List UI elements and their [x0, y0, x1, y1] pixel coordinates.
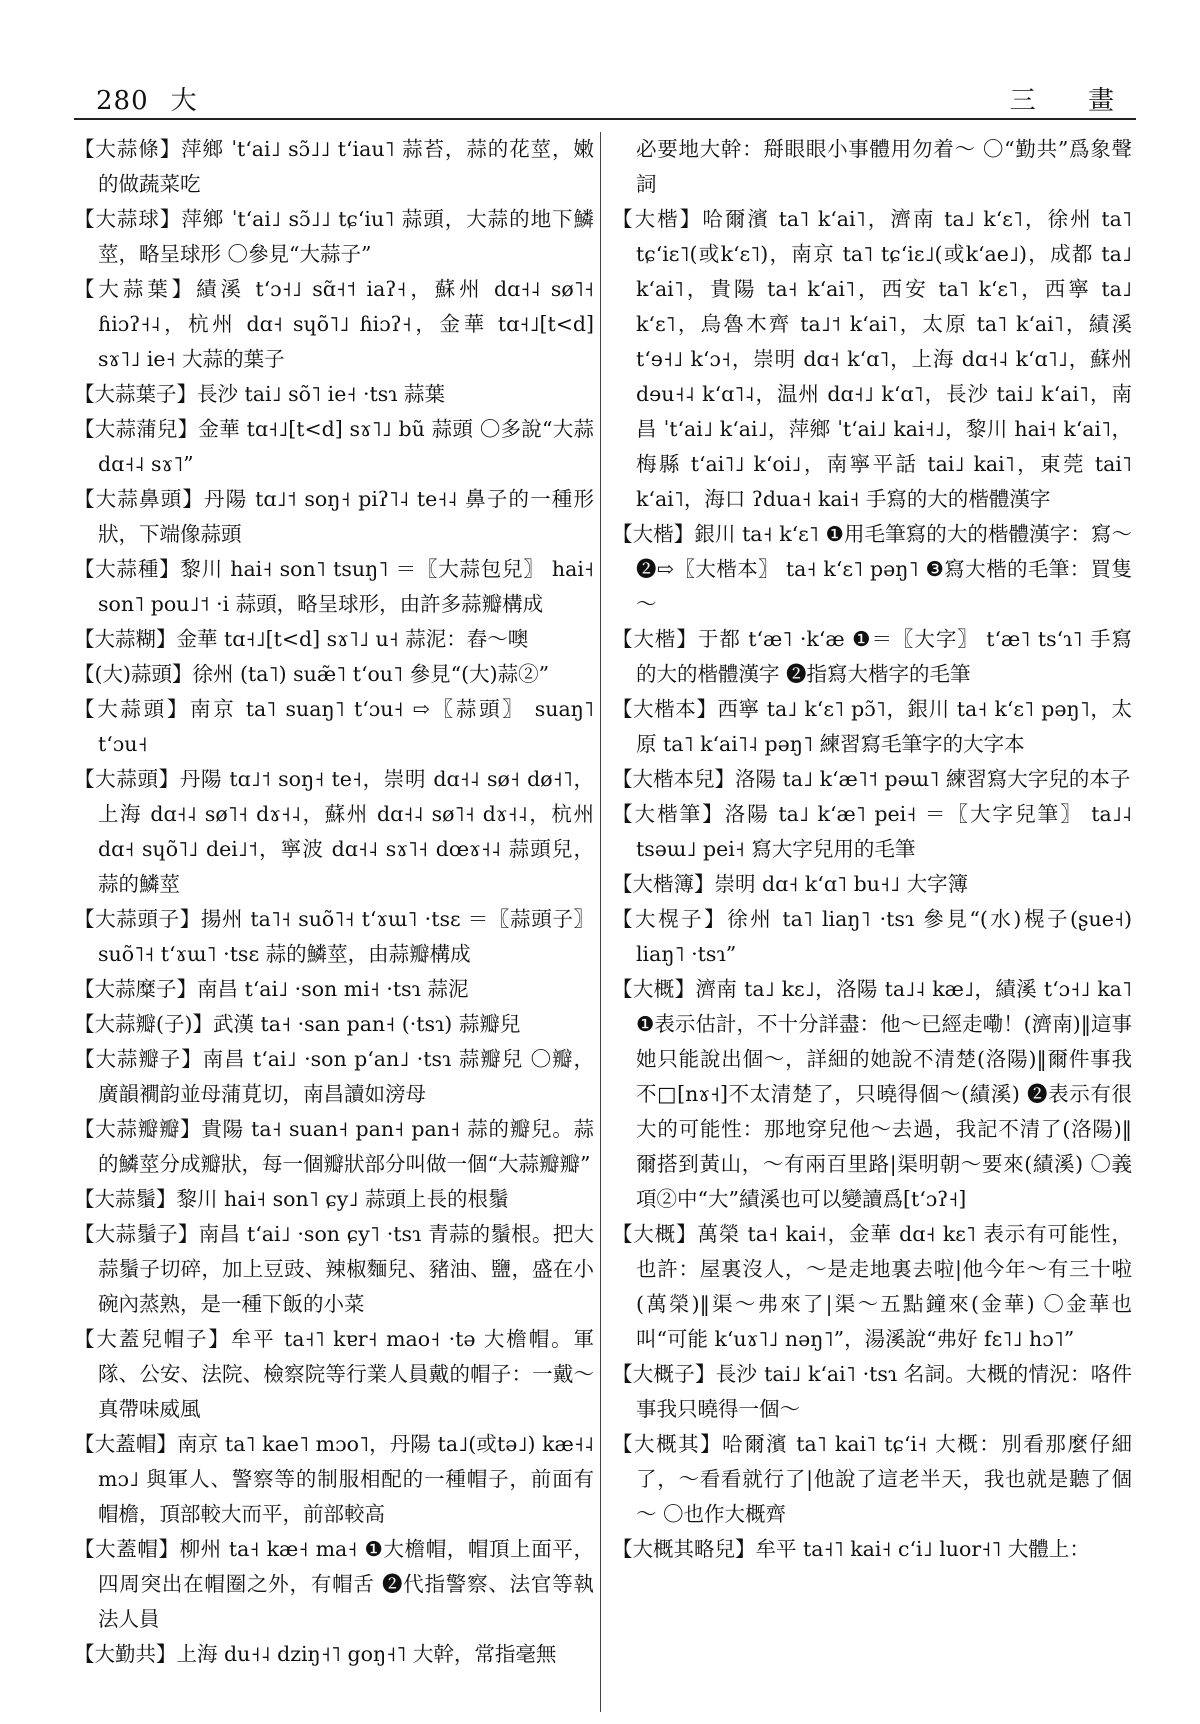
- dictionary-entry: 【大楷簿】崇明 dɑ˧ kʻɑ˥ bu˧˩ 大字簿: [612, 872, 969, 896]
- dictionary-entry: 【大蒜鼻頭】丹陽 tɑ˩˦ soŋ˧ piʔ˥˨ te˧˨ 鼻子的一種形狀，下端像蒜頭: [74, 487, 594, 546]
- dictionary-entry: 【大蒜頭】南京 ta˥ suaŋ˥ tʻɔu˧ ⇨〖蒜頭〗 suaŋ˥ tʻɔu˧: [74, 697, 594, 756]
- page-number: 280: [96, 86, 149, 116]
- dictionary-entry: 【大勤共】上海 du˧˨ dziŋ˧˥ goŋ˧˥ 大幹，常指毫無: [74, 1642, 557, 1666]
- dictionary-entry: 【大蒜球】萍鄉 ˈtʻai˩ sɔ̃˩˩ tɕʻiu˥ 蒜頭，大蒜的地下鱗莖，略呈球形 〇參見“大蒜子”: [74, 207, 594, 266]
- dictionary-entry: 【大蒜糜子】南昌 tʻai˩ ·son mi˧ ·tsɿ 蒜泥: [74, 977, 469, 1001]
- left-column: [74, 132, 594, 1712]
- dictionary-entry: 【大概其】哈爾濱 ta˥ kai˥ tɕʻi˧ 大概：別看那麼仔細了，～看看就行了|他說了這老半天，我也就是聽了個～ 〇也作大概齊: [612, 1432, 1132, 1526]
- dictionary-entry: 【大楷】銀川 ta˧ kʻɛ˥ ❶用毛筆寫的大的楷體漢字：寫～ ❷⇨〖大楷本〗 ta˧ kʻɛ˥ pəŋ˥ ❸寫大楷的毛筆：買隻～: [612, 522, 1132, 616]
- dictionary-entry: 【大蓋帽】南京 ta˥ kae˥ mɔo˥，丹陽 ta˩(或tə˩) kæ˧˨ mɔ˩ 與軍人、警察等的制服相配的一種帽子，前面有帽檐，頂部較大而平，前部較高: [74, 1432, 594, 1526]
- dictionary-entry: 【大概其略兒】牟平 ta˧˥ kai˧ cʻi˩ luor˧˥ 大體上：: [612, 1537, 1090, 1561]
- dictionary-entry: 必要地大幹：搿眼眼小事體用勿着～ 〇“勤共”爲象聲詞: [636, 137, 1132, 196]
- dictionary-entry: 【大楷本兒】洛陽 ta˩ kʻæ˥˦ pəɯ˥ 練習寫大字兒的本子: [612, 767, 1131, 791]
- dictionary-entry: 【大楷筆】洛陽 ta˩ kʻæ˥ pei˧ ＝〖大字兒筆〗 ta˩˨ tsəɯ˩ pei˧ 寫大字兒用的毛筆: [612, 802, 1132, 861]
- column-divider: [600, 132, 601, 1712]
- section-title: 三 畫: [1009, 86, 1136, 116]
- page-header: [74, 76, 1136, 116]
- dictionary-entry: 【大楷】哈爾濱 ta˥ kʻai˥，濟南 ta˩ kʻɛ˥，徐州 ta˥ tɕʻiɛ˥(或kʻɛ˥)，南京 ta˥ tɕʻiɛ˩(或kʻae˩)，成都 ta˩ kʻai˥，貴陽 ta˧ kʻai˥，西安 ta˥ kʻɛ˥，西寧 ta˩ kʻɛ˥，烏魯木齊 ta˩˦ kʻai˥，太原 ta˥ kʻai˥，績溪 tʻɘ˧˩ kʻɔ˧，崇明 dɑ˧ kʻɑ˥，上海 dɑ˧˨ kʻɑ˥˩，蘇州 dɘu˧˨ kʻɑ˥˨，温州 dɑ˧˩ kʻɑ˥，長沙 tai˩ kʻai˥，南昌 ˈtʻai˩ kʻai˩，萍鄉 ˈtʻai˩ kai˧˩，黎川 hai˧ kʻai˥，梅縣 tʻai˥˩ kʻoi˩，南寧平話 tai˩ kai˥，東莞 tai˥ kʻai˥，海口 ʔdua˧ kai˧ 手寫的大的楷體漢字: [612, 207, 1132, 511]
- dictionary-entry: 【大概子】長沙 tai˩ kʻai˥ ·tsɿ 名詞。大概的情況：咯件事我只曉得一個～: [612, 1362, 1132, 1421]
- right-column: [612, 132, 1132, 1712]
- dictionary-entry: 【大蒜頭子】揚州 ta˥˧ suõ˥˧ tʻɤɯ˥ ·tsɛ ＝〖蒜頭子〗 suõ˥˧ tʻɤɯ˥ ·tsɛ 蒜的鱗莖，由蒜瓣構成: [74, 907, 594, 966]
- dictionary-entry: 【大蒜種】黎川 hai˧ son˥ tsuŋ˥ ＝〖大蒜包兒〗 hai˧ son˥ pou˩˦ ·i 蒜頭，略呈球形，由許多蒜瓣構成: [74, 557, 594, 616]
- head-character: 大: [170, 86, 198, 116]
- header-rule: [74, 118, 1136, 120]
- dictionary-entry: 【大蒜糊】金華 tɑ˧˩[t<d] sɤ˥˩ u˧ 蒜泥：舂～噢: [74, 627, 529, 651]
- dictionary-entry: 【大蒜鬚子】南昌 tʻai˩ ·son ɕy˥ ·tsɿ 青蒜的鬚根。把大蒜鬚子切碎，加上豆豉、辣椒麵兒、豬油、鹽，盛在小碗內蒸熟，是一種下飯的小菜: [74, 1222, 594, 1316]
- dictionary-entry: 【大蒜葉】績溪 tʻɔ˧˩ sɑ̃˧˦ iaʔ˧，蘇州 dɑ˧˨ sø˥˧ ɦiɔʔ˧˨，杭州 dɑ˧ sɥõ˥˩ ɦiɔʔ˧，金華 tɑ˧˩[t<d] sɤ˥˩ ie˧ 大蒜的葉子: [74, 277, 594, 371]
- dictionary-entry: 【大概】萬榮 ta˧ kai˧，金華 dɑ˧ kɛ˥ 表示有可能性，也許：屋裏沒人，～是走地裏去啦|他今年～有三十啦(萬榮)‖渠～弗來了|渠～五點鐘來(金華) 〇金華也叫“可能 kʻuɤ˥˩ nəŋ˥”，湯溪說“弗好 fɛ˥˩ hɔ˥”: [612, 1222, 1132, 1351]
- header-left: [96, 80, 198, 117]
- dictionary-entry: 【大蓋帽】柳州 ta˧ kæ˧ ma˧ ❶大檐帽，帽頂上面平，四周突出在帽圈之外，有帽舌 ❷代指警察、法官等執法人員: [74, 1537, 594, 1631]
- dictionary-entry: 【大概】濟南 ta˩ kɛ˩，洛陽 ta˩˨ kæ˩，績溪 tʻɔ˧˩ ka˥ ❶表示估計，不十分詳盡：他～已經走嘞！(濟南)‖這事她只能說出個～，詳細的她說不清楚(洛陽)‖爾件事我不□[nɤ˧]不太清楚了，只曉得個～(績溪) ❷表示有很大的可能性：那地穿兒他～去過，我記不清了(洛陽)‖爾搭到黃山，～有兩百里路|渠明朝～要來(績溪) 〇義項②中“大”績溪也可以變讀爲[tʻɔʔ˧]: [612, 977, 1132, 1211]
- dictionary-entry: 【大蒜葉子】長沙 tai˩ sõ˥ ie˧ ·tsɿ 蒜葉: [74, 382, 446, 406]
- dictionary-entry: 【大蒜瓣(子)】武漢 ta˧ ·san pan˧ (·tsɿ) 蒜瓣兒: [74, 1012, 521, 1036]
- dictionary-entry: 【大蒜鬚】黎川 hai˧ son˥ ɕy˩ 蒜頭上長的根鬚: [74, 1187, 509, 1211]
- dictionary-entry: 【大楷】于都 tʻæ˥ ·kʻæ ❶＝〖大字〗 tʻæ˥ tsʻɿ˥ 手寫的大的楷體漢字 ❷指寫大楷字的毛筆: [612, 627, 1132, 686]
- dictionary-entry: 【大蒜蒲兒】金華 tɑ˧˩[t<d] sɤ˥˩ bũ 蒜頭 〇多說“大蒜 dɑ˧˨ sɤ˥”: [74, 417, 594, 476]
- dictionary-entry: 【大榥子】徐州 ta˥ liaŋ˥ ·tsɿ 參見“(水)榥子(ʂue˧) liaŋ˥ ·tsɿ”: [612, 907, 1132, 966]
- dictionary-entry: 【大蒜頭】丹陽 tɑ˩˦ soŋ˧ te˧，崇明 dɑ˧˨ sø˧ dø˧˥，上海 dɑ˧˨ sø˥˧ dɤ˧˨，蘇州 dɑ˧˨ sø˥˧ dɤ˧˨，杭州 dɑ˧ sɥõ˥˩ dei˩˦，寧波 dɑ˧˨ sɤ˥˧ dœɤ˧˨ 蒜頭兒，蒜的鱗莖: [74, 767, 594, 896]
- dictionary-entry: 【(大)蒜頭】徐州 (ta˥) suæ̃˥ tʻou˥ 參見“(大)蒜②”: [74, 662, 550, 686]
- dictionary-entry: 【大蓋兒帽子】牟平 ta˧˥ kɐr˧ mao˧ ·tə 大檐帽。軍隊、公安、法院、檢察院等行業人員戴的帽子：一戴～真帶味威風: [74, 1327, 594, 1421]
- dictionary-entry: 【大蒜條】萍鄉 ˈtʻai˩ sɔ̃˩˩ tʻiau˥ 蒜苔，蒜的花莖，嫩的做蔬菜吃: [74, 137, 594, 196]
- dictionary-entry: 【大楷本】西寧 ta˩ kʻɛ˥ pɔ̃˥，銀川 ta˧ kʻɛ˥ pəŋ˥，太原 ta˥ kʻai˥˨ pəŋ˥ 練習寫毛筆字的大字本: [612, 697, 1132, 756]
- dictionary-entry: 【大蒜瓣瓣】貴陽 ta˧ suan˧ pan˧ pan˧ 蒜的瓣兒。蒜的鱗莖分成瓣狀，每一個瓣狀部分叫做一個“大蒜瓣瓣”: [74, 1117, 594, 1176]
- dictionary-entry: 【大蒜瓣子】南昌 tʻai˩ ·son pʻan˩ ·tsɿ 蒜瓣兒 〇瓣，廣韻襉韵並母蒲莧切，南昌讀如滂母: [74, 1047, 594, 1106]
